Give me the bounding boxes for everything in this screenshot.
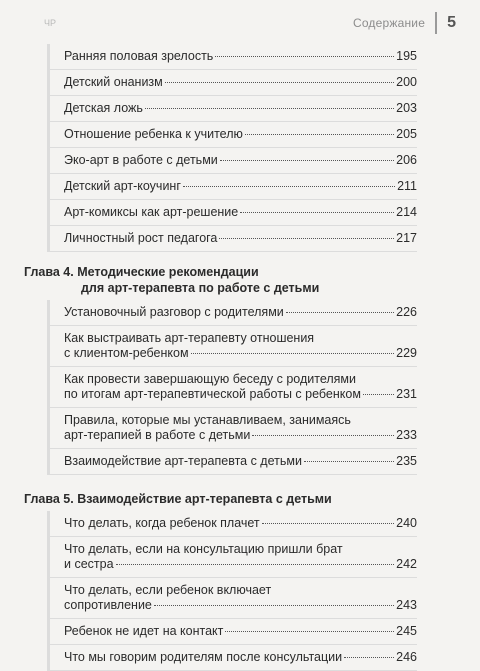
toc-entry[interactable] <box>47 449 417 475</box>
dot-leader <box>220 160 394 161</box>
chapter-heading-line2: для арт-терапевта по работе с детьми <box>81 281 320 295</box>
entry-title: Взаимодействие арт-терапевта с детьми <box>64 454 302 468</box>
dot-leader <box>154 605 394 606</box>
header-divider <box>435 12 437 34</box>
entry-title: Детский онанизм <box>64 75 163 89</box>
toc-entry[interactable] <box>47 44 417 70</box>
entry-title-line1: Как выстраивать арт-терапевту отношения <box>64 331 315 345</box>
entry-page: 206 <box>396 153 417 167</box>
entry-title: Личностный рост педагога <box>64 231 218 245</box>
chapter-heading[interactable] <box>24 491 480 507</box>
entry-page: 243 <box>396 598 417 612</box>
entry-title: по итогам арт-терапевтической работы с ребенком <box>64 387 361 401</box>
entry-title: арт-терапией в работе с детьми <box>64 428 251 442</box>
entry-title: Что мы говорим родителям после консультации <box>64 650 343 664</box>
entry-page: 240 <box>396 516 417 530</box>
corner-mark: ЧР <box>44 18 57 28</box>
toc-entry[interactable] <box>47 96 417 122</box>
toc-entry[interactable] <box>47 511 417 537</box>
entry-title: Что делать, когда ребенок плачет <box>64 516 260 530</box>
entry-page: 246 <box>396 650 417 664</box>
entry-page: 214 <box>396 205 417 219</box>
dot-leader <box>215 56 394 57</box>
dot-leader <box>116 564 395 565</box>
entry-page: 205 <box>396 127 417 141</box>
dot-leader <box>191 353 395 354</box>
dot-leader <box>145 108 394 109</box>
entry-title-line1: Правила, которые мы устанавливаем, занимаясь <box>64 413 351 427</box>
entry-title: Детская ложь <box>64 101 143 115</box>
toc-entry[interactable] <box>47 326 417 367</box>
entry-page: 245 <box>396 624 417 638</box>
entry-title: и сестра <box>64 557 114 571</box>
entry-title: Арт-комиксы как арт-решение <box>64 205 239 219</box>
page-number: 5 <box>447 14 456 31</box>
dot-leader <box>344 657 394 658</box>
toc-entry[interactable] <box>47 578 417 619</box>
dot-leader <box>363 394 394 395</box>
chapter-heading-line1: Глава 5. Взаимодействие арт-терапевта с детьми <box>24 492 332 506</box>
entry-title-line1: Как провести завершающую беседу с родителями <box>64 372 356 386</box>
toc-entry[interactable] <box>47 408 417 449</box>
page-header <box>353 12 456 34</box>
entry-title: Ребенок не идет на контакт <box>64 624 224 638</box>
toc-entry[interactable] <box>47 148 417 174</box>
entry-title: Отношение ребенка к учителю <box>64 127 243 141</box>
entry-page: 211 <box>397 179 417 193</box>
dot-leader <box>225 631 394 632</box>
toc-entry[interactable] <box>47 122 417 148</box>
toc-entry[interactable] <box>47 645 417 671</box>
section-title: Содержание <box>352 16 426 30</box>
dot-leader <box>304 461 394 462</box>
entry-page: 235 <box>396 454 417 468</box>
entry-page: 229 <box>396 346 417 360</box>
entry-page: 203 <box>396 101 417 115</box>
entry-page: 226 <box>396 305 417 319</box>
entry-title: с клиентом-ребенком <box>64 346 189 360</box>
toc-entry[interactable] <box>47 619 417 645</box>
dot-leader <box>286 312 394 313</box>
entry-title-line1: Что делать, если на консультацию пришли брат <box>64 542 343 556</box>
entry-page: 231 <box>396 387 417 401</box>
entry-title: Детский арт-коучинг <box>64 179 181 193</box>
chapter-heading-line1: Глава 4. Методические рекомендации <box>24 265 259 279</box>
entry-title-line1: Что делать, если ребенок включает <box>64 583 272 597</box>
toc-entry[interactable] <box>47 537 417 578</box>
dot-leader <box>219 238 394 239</box>
entry-title: Ранняя половая зрелость <box>64 49 214 63</box>
toc-entry[interactable] <box>47 200 417 226</box>
toc-entry[interactable] <box>47 226 417 252</box>
table-of-contents <box>0 44 480 671</box>
dot-leader <box>183 186 395 187</box>
dot-leader <box>165 82 394 83</box>
entry-title: Установочный разговор с родителями <box>64 305 284 319</box>
entry-page: 217 <box>396 231 417 245</box>
entry-page: 233 <box>396 428 417 442</box>
entry-title: Эко-арт в работе с детьми <box>64 153 218 167</box>
entry-page: 200 <box>396 75 417 89</box>
entry-page: 242 <box>396 557 417 571</box>
dot-leader <box>245 134 394 135</box>
dot-leader <box>262 523 394 524</box>
toc-entry[interactable] <box>47 367 417 408</box>
chapter-heading[interactable] <box>24 264 480 296</box>
dot-leader <box>252 435 394 436</box>
toc-entry[interactable] <box>47 174 417 200</box>
toc-entry[interactable] <box>47 70 417 96</box>
dot-leader <box>240 212 394 213</box>
entry-page: 195 <box>396 49 417 63</box>
entry-title: сопротивление <box>64 598 152 612</box>
toc-entry[interactable] <box>47 300 417 326</box>
